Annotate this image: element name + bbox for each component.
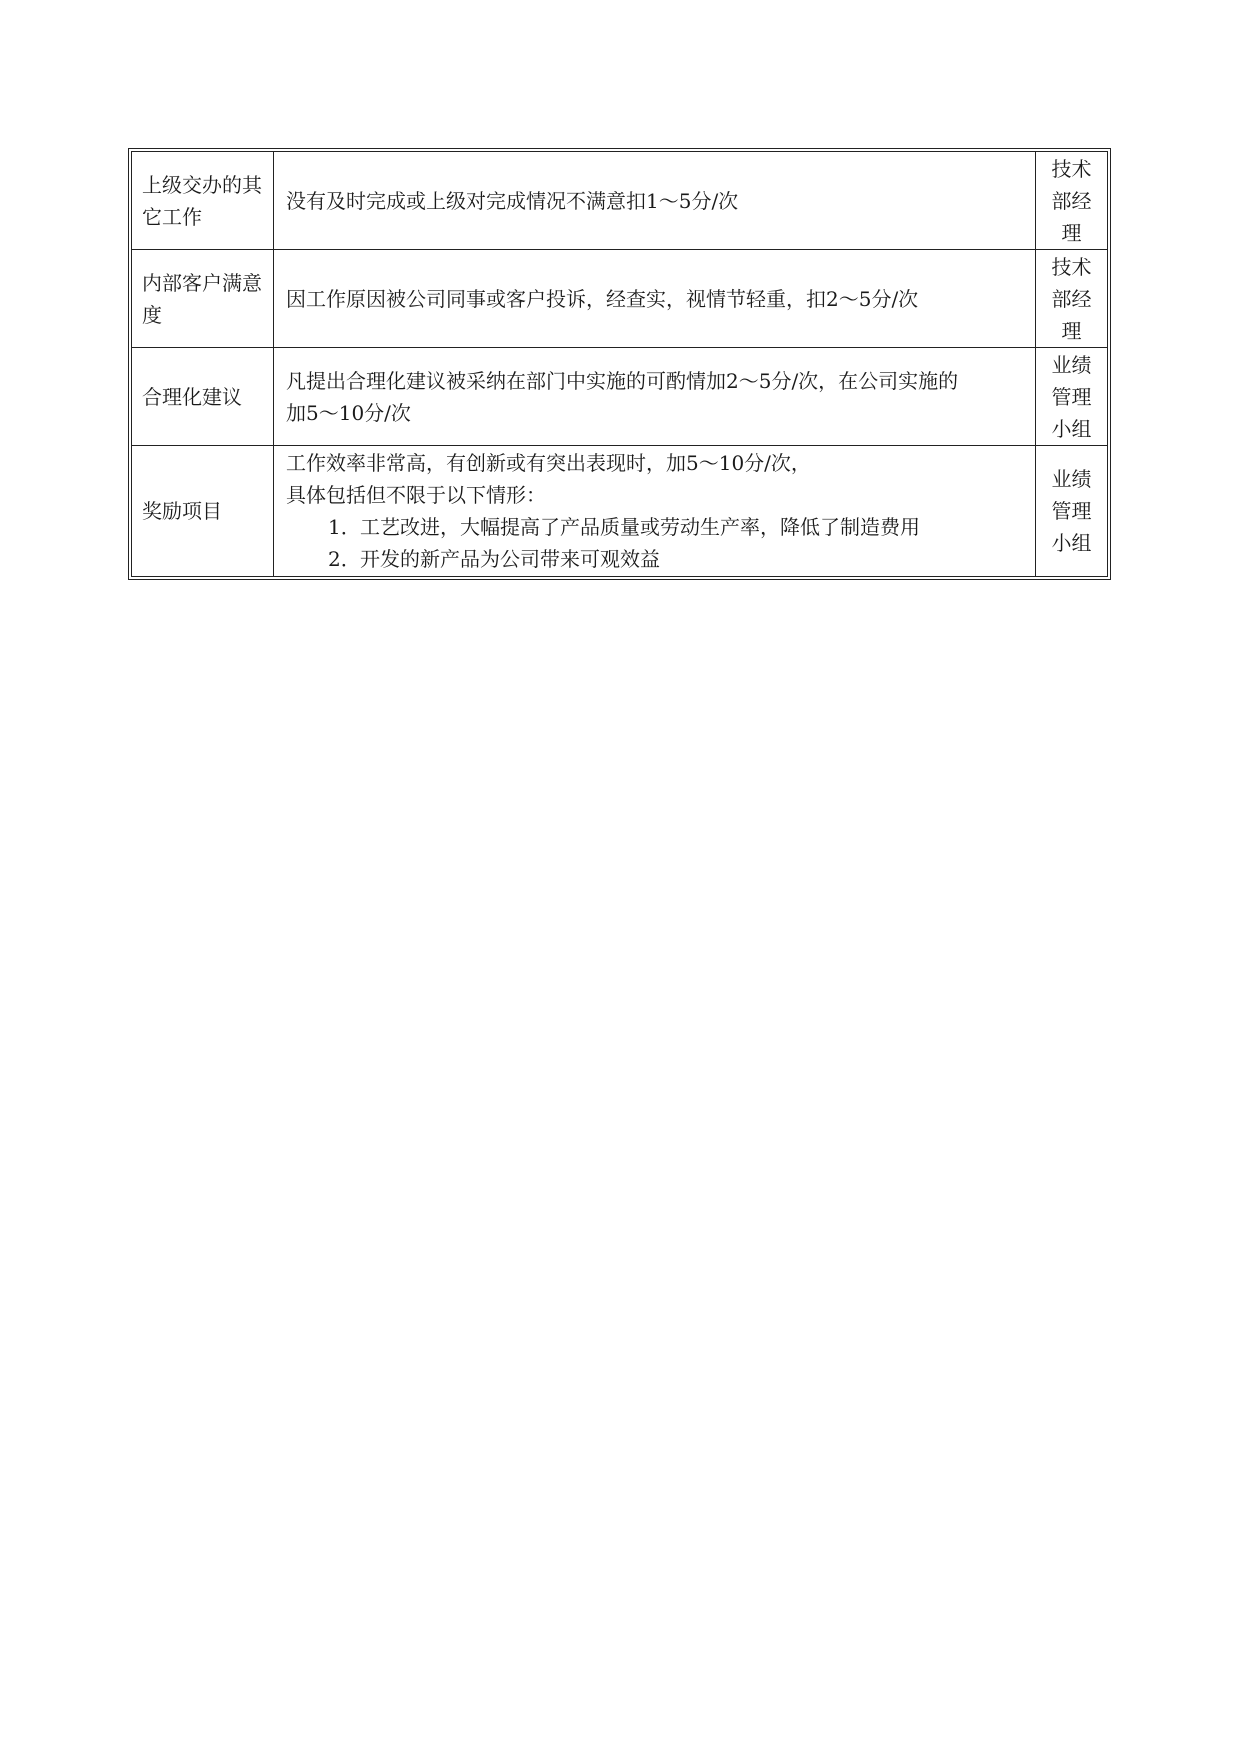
list-item [286,511,1023,543]
assessment-table [131,151,1108,577]
owner-text: 部经 [1051,286,1092,311]
owner-text: 部经 [1051,188,1092,213]
table-row [132,348,1108,446]
table-row [132,446,1108,577]
list-item [286,543,1023,575]
item-label: 上级交办的其它工作 [142,172,262,229]
description-cell [274,348,1036,446]
owner-cell [1036,250,1108,348]
item-cell [132,348,274,446]
list-number: 1． [328,515,361,539]
item-cell [132,152,274,250]
item-label: 内部客户满意度 [142,270,262,327]
owner-text: 管理 [1051,384,1092,409]
item-cell [132,250,274,348]
description-cell [274,152,1036,250]
item-label: 合理化建议 [142,384,242,409]
owner-text: 小组 [1051,531,1092,555]
owner-cell [1036,152,1108,250]
assessment-table-frame [128,148,1111,580]
list-text: 工艺改进，大幅提高了产品质量或劳动生产率，降低了制造费用 [360,515,920,539]
description-text: 工作效率非常高，有创新或有突出表现时，加5～10分/次， [286,451,811,475]
list-number: 2． [328,547,361,571]
owner-cell [1036,446,1108,577]
item-label: 奖励项目 [142,499,222,523]
description-text: 凡提出合理化建议被采纳在部门中实施的可酌情加2～5分/次，在公司实施的 [286,368,959,393]
owner-text: 业绩 [1051,352,1092,377]
owner-text: 技术 [1051,254,1092,279]
table-row [132,152,1108,250]
description-cell [274,250,1036,348]
table-row [132,250,1108,348]
owner-text: 小组 [1051,416,1092,441]
description-text: 具体包括但不限于以下情形： [286,483,546,507]
list-text: 开发的新产品为公司带来可观效益 [360,547,660,571]
item-cell [132,446,274,577]
description-text: 没有及时完成或上级对完成情况不满意扣1～5分/次 [286,188,739,213]
owner-text: 理 [1061,318,1082,343]
description-text: 因工作原因被公司同事或客户投诉，经查实，视情节轻重，扣2～5分/次 [286,286,919,311]
owner-text: 理 [1061,220,1082,245]
description-text: 加5～10分/次 [286,400,411,425]
owner-cell [1036,348,1108,446]
owner-text: 技术 [1051,156,1092,181]
description-cell [274,446,1036,577]
owner-text: 业绩 [1051,467,1092,491]
owner-text: 管理 [1051,499,1092,523]
